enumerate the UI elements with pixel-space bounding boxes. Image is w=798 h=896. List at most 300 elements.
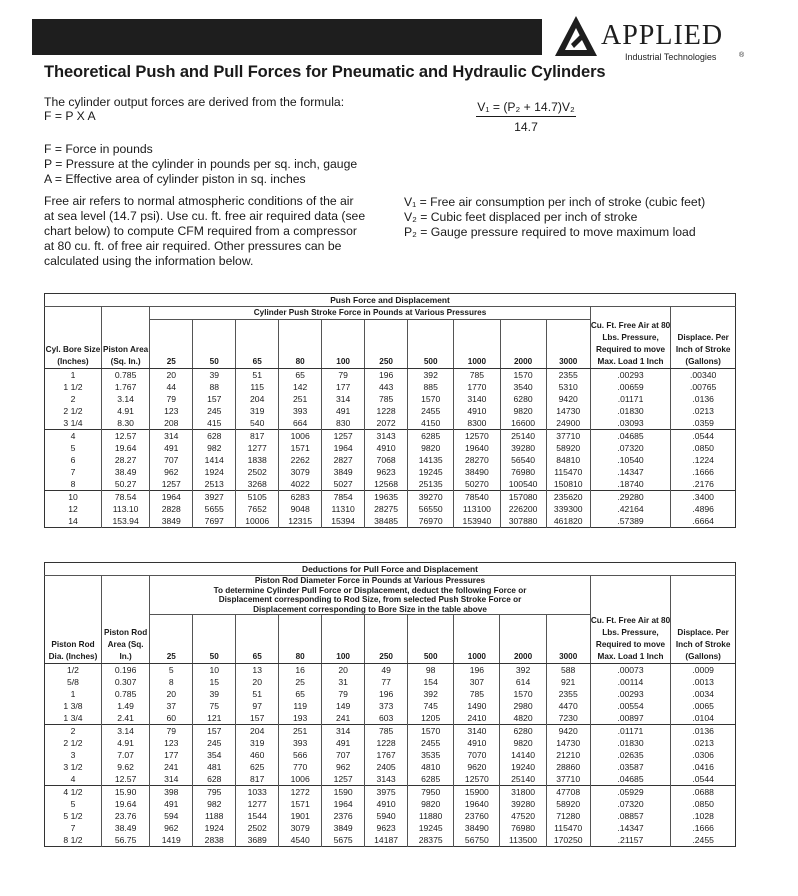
table-cell: 745 — [408, 700, 454, 712]
table-cell: 2 1/2 — [45, 405, 102, 417]
table-cell: 5 — [45, 442, 102, 454]
table-cell: 76980 — [500, 822, 546, 834]
table-cell: 2502 — [236, 822, 279, 834]
push-col-pressure-2000: 2000 — [500, 320, 546, 369]
table-row — [45, 761, 736, 773]
table-cell: 79 — [322, 688, 365, 700]
table-cell: 2072 — [365, 417, 408, 430]
table-cell: 1571 — [279, 442, 322, 454]
table-cell: 5027 — [322, 478, 365, 491]
table-row — [45, 773, 736, 786]
table-cell: .0034 — [692, 688, 714, 699]
table-cell: 28275 — [365, 503, 408, 515]
push-col-pressure-80: 80 — [279, 320, 322, 369]
push-col-pressure-3000: 3000 — [546, 320, 590, 369]
table-cell: 39 — [193, 688, 236, 700]
push-col-pressure-100: 100 — [322, 320, 365, 369]
table-row — [45, 466, 736, 478]
table-row — [45, 454, 736, 466]
table-cell: 817 — [236, 773, 279, 786]
push-col-pressure-65: 65 — [236, 320, 279, 369]
table-cell: 12 — [45, 503, 102, 515]
table-cell: 5 1/2 — [45, 810, 102, 822]
table-cell: 39280 — [500, 442, 546, 454]
table-row — [45, 503, 736, 515]
table-cell: 79 — [150, 724, 193, 737]
table-cell: .04685 — [590, 773, 671, 786]
table-row — [45, 810, 736, 822]
table-cell: 8 — [150, 676, 193, 688]
table-cell: 19245 — [408, 822, 454, 834]
table-cell: .10540 — [590, 454, 671, 466]
table-cell: 1 — [45, 368, 102, 381]
table-cell: 319 — [236, 737, 279, 749]
table-cell: 795 — [193, 785, 236, 798]
table-cell: 9620 — [454, 761, 500, 773]
table-cell: .02635 — [590, 749, 671, 761]
push-force-table — [44, 293, 736, 528]
table-cell: 19640 — [454, 442, 500, 454]
table-cell: 594 — [150, 810, 193, 822]
table-cell: 1/2 — [45, 663, 102, 676]
table-cell: 119 — [279, 700, 322, 712]
table-row — [45, 429, 736, 442]
table-cell: 51 — [236, 368, 279, 381]
table-cell: 9820 — [408, 442, 454, 454]
pull-col-pressure-25: 25 — [150, 615, 193, 664]
table-cell: 7950 — [408, 785, 454, 798]
table-cell: .42164 — [590, 503, 671, 515]
table-cell: 79 — [322, 368, 365, 381]
table-cell: 75 — [193, 700, 236, 712]
table-cell: 14135 — [408, 454, 454, 466]
table-cell: 491 — [322, 405, 365, 417]
push-col-pressure-500: 500 — [408, 320, 454, 369]
table-cell: 25140 — [500, 429, 546, 442]
table-cell: 5 — [45, 798, 102, 810]
table-cell: 885 — [408, 381, 454, 393]
table-cell: .00293 — [590, 368, 671, 381]
push-col-displacement: Displace. Per Inch of Stroke (Gallons) — [671, 320, 736, 369]
table-cell: 2355 — [546, 688, 590, 700]
pull-subcaption-line-2: To determine Cylinder Pull Force or Displacement, deduct the following Force or — [213, 585, 527, 595]
table-cell: 962 — [150, 466, 193, 478]
table-cell: .1224 — [692, 454, 714, 465]
formula-fraction-bar — [476, 116, 576, 117]
table-cell: 1544 — [236, 810, 279, 822]
push-col-free-air: Cu. Ft. Free Air at 80 Lbs. Pressure, Required to move Max. Load 1 Inch — [590, 320, 671, 369]
table-cell: 10006 — [236, 515, 279, 528]
pull-subcaption-line-4: Displacement corresponding to Bore Size in the table above — [253, 604, 487, 614]
table-cell: 3927 — [193, 490, 236, 503]
table-cell: 614 — [500, 676, 546, 688]
table-cell: 7 — [45, 466, 102, 478]
table-cell: 9048 — [279, 503, 322, 515]
table-cell: .00073 — [590, 663, 671, 676]
table-cell: 1006 — [279, 429, 322, 442]
table-row — [45, 442, 736, 454]
table-cell: 115470 — [546, 466, 590, 478]
push-col-pressure-50: 50 — [193, 320, 236, 369]
table-cell: 56550 — [408, 503, 454, 515]
table-cell: .0136 — [692, 393, 714, 404]
table-cell: .01830 — [590, 737, 671, 749]
table-cell: 1 3/4 — [45, 712, 102, 725]
table-cell: 770 — [279, 761, 322, 773]
pull-col-pressure-50: 50 — [193, 615, 236, 664]
table-cell: 14140 — [500, 749, 546, 761]
table-cell: 2410 — [454, 712, 500, 725]
page-title: Theoretical Push and Pull Forces for Pneumatic and Hydraulic Cylinders — [44, 63, 606, 81]
push-col-bore-size: Cyl. Bore Size (Inches) — [45, 320, 102, 369]
table-cell: 37710 — [546, 429, 590, 442]
table-cell: .57389 — [590, 515, 671, 528]
pull-table-caption: Deductions for Pull Force and Displacement — [45, 563, 736, 576]
table-cell: .1666 — [692, 466, 714, 477]
push-col-pressure-250: 250 — [365, 320, 408, 369]
table-cell: 1901 — [279, 810, 322, 822]
table-cell: 3079 — [279, 822, 322, 834]
push-col-pressure-25: 25 — [150, 320, 193, 369]
table-cell: .2176 — [692, 478, 714, 489]
table-cell: 1 3/8 — [45, 700, 102, 712]
table-cell: 5/8 — [45, 676, 102, 688]
pull-col-pressure-65: 65 — [236, 615, 279, 664]
table-row — [45, 712, 736, 725]
table-cell: 12570 — [454, 773, 500, 786]
table-cell: 14 — [45, 515, 102, 528]
table-cell: 1228 — [365, 737, 408, 749]
table-cell: .0213 — [692, 405, 714, 416]
table-cell: 31 — [322, 676, 365, 688]
pull-col-pressure-100: 100 — [322, 615, 365, 664]
table-cell: 1838 — [236, 454, 279, 466]
table-cell: 10 — [193, 663, 236, 676]
free-air-line-3: chart below) to compute CFM required from a compressor — [44, 224, 357, 238]
table-cell: 177 — [322, 381, 365, 393]
table-cell: 1570 — [408, 724, 454, 737]
table-cell: 6280 — [500, 724, 546, 737]
table-cell: 9420 — [546, 724, 590, 737]
table-cell: 2455 — [408, 737, 454, 749]
table-cell: 177 — [150, 749, 193, 761]
table-cell: 7068 — [365, 454, 408, 466]
table-cell: 1205 — [408, 712, 454, 725]
table-cell: 785 — [454, 368, 500, 381]
table-cell: 38485 — [365, 515, 408, 528]
table-row — [45, 417, 736, 430]
logo-registered-mark: ® — [739, 52, 745, 59]
table-cell: 16 — [279, 663, 322, 676]
table-cell: 5 — [150, 663, 193, 676]
table-cell: 38490 — [454, 466, 500, 478]
table-cell: 25135 — [408, 478, 454, 491]
table-cell: 76980 — [500, 466, 546, 478]
table-cell: 785 — [454, 688, 500, 700]
table-cell: .0544 — [692, 773, 714, 784]
table-cell: 251 — [279, 393, 322, 405]
table-cell: 2376 — [322, 810, 365, 822]
table-cell: 0.307 — [101, 676, 149, 688]
applied-logo-icon — [553, 14, 599, 60]
table-cell: 7070 — [454, 749, 500, 761]
pull-col-pressure-3000: 3000 — [546, 615, 590, 664]
table-cell: .00897 — [590, 712, 671, 725]
table-cell: .0013 — [692, 676, 714, 687]
table-cell: 12.57 — [101, 429, 149, 442]
table-row — [45, 822, 736, 834]
table-cell: 19245 — [408, 466, 454, 478]
table-cell: 12.57 — [101, 773, 149, 786]
table-cell: .14347 — [590, 466, 671, 478]
table-cell: 149 — [322, 700, 365, 712]
pull-subcaption-line-3: Displacement corresponding to Rod Size, from selected Push Stroke Force or — [218, 595, 522, 604]
table-row — [45, 724, 736, 737]
table-row — [45, 700, 736, 712]
table-cell: 15 — [193, 676, 236, 688]
table-cell: 392 — [408, 368, 454, 381]
table-cell: 9623 — [365, 822, 408, 834]
table-cell: .00554 — [590, 700, 671, 712]
table-cell: 9820 — [500, 405, 546, 417]
table-cell: .0688 — [671, 785, 736, 798]
table-cell: .18740 — [590, 478, 671, 491]
table-cell: 226200 — [500, 503, 546, 515]
table-cell: 817 — [236, 429, 279, 442]
table-cell: 115 — [236, 381, 279, 393]
table-cell: 204 — [236, 393, 279, 405]
table-cell: .0850 — [692, 798, 714, 809]
table-cell: 392 — [408, 688, 454, 700]
table-cell: 3 1/2 — [45, 761, 102, 773]
table-cell: 49 — [365, 663, 408, 676]
table-cell: 6285 — [408, 429, 454, 442]
table-cell: 15900 — [454, 785, 500, 798]
table-cell: 56750 — [454, 834, 500, 847]
table-cell: 16600 — [500, 417, 546, 430]
table-cell: 20 — [322, 663, 365, 676]
table-cell: 5105 — [236, 490, 279, 503]
table-cell: 50.27 — [101, 478, 149, 491]
table-row — [45, 368, 736, 381]
pull-col-pressure-1000: 1000 — [454, 615, 500, 664]
table-cell: .01171 — [590, 393, 671, 405]
table-cell: 245 — [193, 405, 236, 417]
pull-col-pressure-80: 80 — [279, 615, 322, 664]
table-cell: 39 — [193, 368, 236, 381]
table-cell: .4896 — [692, 503, 714, 514]
table-cell: 2980 — [500, 700, 546, 712]
table-cell: 97 — [236, 700, 279, 712]
table-cell: 196 — [454, 663, 500, 676]
table-cell: 339300 — [546, 503, 590, 515]
table-cell: 28375 — [408, 834, 454, 847]
table-cell: 0.785 — [101, 688, 149, 700]
table-cell: 603 — [365, 712, 408, 725]
table-cell: 1277 — [236, 798, 279, 810]
table-cell: 1490 — [454, 700, 500, 712]
table-cell: 1033 — [236, 785, 279, 798]
table-cell: 373 — [365, 700, 408, 712]
table-cell: .04685 — [590, 429, 671, 442]
table-cell: 8.30 — [101, 417, 149, 430]
table-cell: 1 1/2 — [45, 381, 102, 393]
table-cell: .00114 — [590, 676, 671, 688]
pull-col-displacement: Displace. Per Inch of Stroke (Gallons) — [671, 615, 736, 664]
table-cell: .0213 — [692, 737, 714, 748]
table-cell: 460 — [236, 749, 279, 761]
table-cell: 3268 — [236, 478, 279, 491]
formula-def-v1: V₁ = Free air consumption per inch of stroke (cubic feet) — [404, 195, 706, 209]
def-area: A = Effective area of cylinder piston in sq. inches — [44, 172, 306, 186]
table-row — [45, 515, 736, 528]
table-cell: 982 — [193, 798, 236, 810]
table-cell: 625 — [236, 761, 279, 773]
table-cell: 3079 — [279, 466, 322, 478]
push-table-subcaption: Cylinder Push Stroke Force in Pounds at Various Pressures — [150, 307, 590, 320]
table-cell: .00293 — [590, 688, 671, 700]
table-cell: 707 — [150, 454, 193, 466]
table-cell: 1272 — [279, 785, 322, 798]
table-cell: 24900 — [546, 417, 590, 430]
table-cell: .0009 — [692, 664, 714, 675]
table-cell: 14730 — [546, 737, 590, 749]
table-cell: 3975 — [365, 785, 408, 798]
table-cell: 2.41 — [101, 712, 149, 725]
table-cell: 241 — [322, 712, 365, 725]
table-row — [45, 478, 736, 491]
table-cell: 1590 — [322, 785, 365, 798]
table-cell: 39270 — [408, 490, 454, 503]
table-cell: 2455 — [408, 405, 454, 417]
table-cell: 1964 — [322, 798, 365, 810]
table-cell: .2455 — [692, 834, 714, 845]
table-cell: 393 — [279, 405, 322, 417]
table-cell: 7230 — [546, 712, 590, 725]
table-cell: 5675 — [322, 834, 365, 847]
table-cell: .0359 — [692, 417, 714, 428]
table-cell: 19635 — [365, 490, 408, 503]
table-cell: 23760 — [454, 810, 500, 822]
table-cell: 51 — [236, 688, 279, 700]
table-cell: 4910 — [454, 405, 500, 417]
pull-col-free-air: Cu. Ft. Free Air at 80 Lbs. Pressure, Required to move Max. Load 1 Inch — [590, 615, 671, 664]
table-cell: 1277 — [236, 442, 279, 454]
table-cell: 3540 — [500, 381, 546, 393]
table-cell: 123 — [150, 737, 193, 749]
table-cell: 65 — [279, 368, 322, 381]
table-cell: 1570 — [408, 393, 454, 405]
table-cell: 3143 — [365, 429, 408, 442]
table-cell: 314 — [322, 393, 365, 405]
intro-formula: F = P X A — [44, 109, 96, 123]
push-col-pressure-1000: 1000 — [454, 320, 500, 369]
table-cell: 1 — [45, 688, 102, 700]
pull-col-pressure-250: 250 — [365, 615, 408, 664]
table-row — [45, 381, 736, 393]
table-cell: 28270 — [454, 454, 500, 466]
table-cell: 628 — [193, 773, 236, 786]
table-cell: .00659 — [590, 381, 671, 393]
table-cell: .08857 — [590, 810, 671, 822]
table-row — [45, 688, 736, 700]
table-cell: 11880 — [408, 810, 454, 822]
table-cell: 58920 — [546, 798, 590, 810]
table-cell: .6664 — [692, 515, 714, 526]
table-cell: 443 — [365, 381, 408, 393]
table-cell: 707 — [322, 749, 365, 761]
table-cell: 4470 — [546, 700, 590, 712]
table-cell: 7652 — [236, 503, 279, 515]
def-force: F = Force in pounds — [44, 142, 153, 156]
table-cell: 98 — [408, 663, 454, 676]
header-bar — [32, 19, 542, 55]
table-cell: 319 — [236, 405, 279, 417]
table-row — [45, 785, 736, 798]
table-row — [45, 663, 736, 676]
table-cell: 1.49 — [101, 700, 149, 712]
table-cell: 6 — [45, 454, 102, 466]
table-cell: 153940 — [454, 515, 500, 528]
table-cell: 8 — [45, 478, 102, 491]
table-cell: 12568 — [365, 478, 408, 491]
pull-col-rod-dia: Piston Rod Dia. (Inches) — [45, 615, 102, 664]
table-cell: 56.75 — [101, 834, 149, 847]
table-cell: 3140 — [454, 393, 500, 405]
table-cell: 31800 — [500, 785, 546, 798]
pull-table-subcaption — [150, 576, 590, 615]
table-cell: 4910 — [365, 442, 408, 454]
table-row — [45, 405, 736, 417]
table-cell: 4810 — [408, 761, 454, 773]
table-cell: 19640 — [454, 798, 500, 810]
table-cell: 3 1/4 — [45, 417, 102, 430]
table-cell: .00765 — [690, 381, 717, 392]
push-col-piston-area: Piston Area (Sq. In.) — [101, 320, 149, 369]
table-cell: .1666 — [692, 822, 714, 833]
table-cell: 1571 — [279, 798, 322, 810]
table-cell: 44 — [150, 381, 193, 393]
table-cell: 4 — [45, 773, 102, 786]
free-air-line-4: at 80 cu. ft. of free air required. Other pressures can be — [44, 239, 342, 253]
table-cell: 3.14 — [101, 393, 149, 405]
table-cell: 56540 — [500, 454, 546, 466]
logo-subtitle: Industrial Technologies — [625, 52, 717, 62]
table-cell: 113100 — [454, 503, 500, 515]
table-cell: 1188 — [193, 810, 236, 822]
table-cell: 15394 — [322, 515, 365, 528]
table-cell: 10 — [45, 490, 102, 503]
table-cell: 5655 — [193, 503, 236, 515]
table-cell: 38490 — [454, 822, 500, 834]
table-cell: 2 — [45, 393, 102, 405]
table-cell: 71280 — [546, 810, 590, 822]
table-cell: 19240 — [500, 761, 546, 773]
table-cell: .00340 — [690, 369, 717, 380]
table-cell: 4910 — [454, 737, 500, 749]
table-cell: .21157 — [590, 834, 671, 847]
table-cell: 1414 — [193, 454, 236, 466]
table-cell: 307880 — [500, 515, 546, 528]
table-cell: 9.62 — [101, 761, 149, 773]
table-cell: 393 — [279, 737, 322, 749]
table-cell: 204 — [236, 724, 279, 737]
table-cell: .07320 — [590, 798, 671, 810]
table-cell: 2838 — [193, 834, 236, 847]
table-row — [45, 490, 736, 503]
table-cell: 0.196 — [101, 663, 149, 676]
table-cell: 3.14 — [101, 724, 149, 737]
